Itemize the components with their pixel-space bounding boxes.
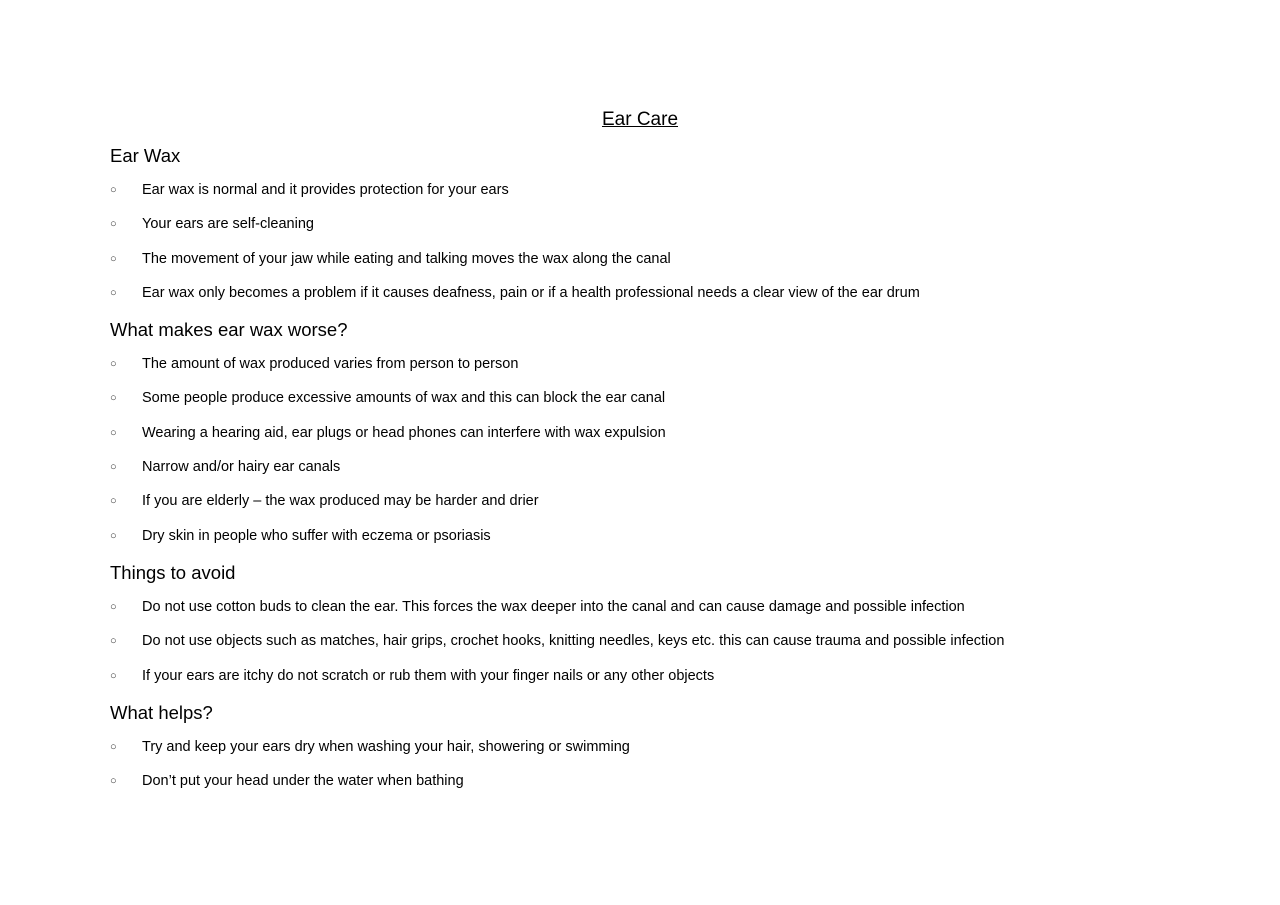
circle-bullet-icon: ○: [110, 461, 117, 474]
circle-bullet-icon: ○: [110, 426, 117, 439]
circle-bullet-icon: ○: [110, 286, 117, 299]
list-item-text: Don’t put your head under the water when bathing: [142, 773, 464, 790]
list-item-text: If you are elderly – the wax produced may be harder and drier: [142, 493, 539, 510]
circle-bullet-icon: ○: [110, 495, 117, 508]
list-item-text: Do not use cotton buds to clean the ear. This forces the wax deeper into the canal and can cause damage and possible infection: [142, 598, 965, 615]
bullet-list: [110, 347, 1170, 553]
list-item: [110, 207, 1170, 241]
section-heading: What makes ear wax worse?: [110, 319, 348, 341]
list-item-text: The movement of your jaw while eating and talking moves the wax along the canal: [142, 250, 671, 267]
section-heading: Ear Wax: [110, 145, 181, 166]
list-item: [110, 416, 1170, 450]
section: [110, 556, 1170, 693]
circle-bullet-icon: ○: [110, 358, 117, 371]
list-item-text: Wearing a hearing aid, ear plugs or head phones can interfere with wax expulsion: [142, 424, 666, 441]
list-item-text: Dry skin in people who suffer with eczema or psoriasis: [142, 527, 491, 544]
circle-bullet-icon: ○: [110, 635, 117, 648]
document-page: [110, 103, 1170, 798]
section-heading: What helps?: [110, 701, 213, 723]
circle-bullet-icon: ○: [110, 740, 117, 753]
section: [110, 139, 1170, 310]
section: [110, 313, 1170, 553]
list-item: [110, 519, 1170, 553]
circle-bullet-icon: ○: [110, 600, 117, 613]
list-item: [110, 381, 1170, 415]
list-item: [110, 484, 1170, 518]
circle-bullet-icon: ○: [110, 392, 117, 405]
circle-bullet-icon: ○: [110, 252, 117, 265]
list-item-text: Your ears are self-cleaning: [142, 216, 314, 233]
list-item: [110, 276, 1170, 310]
list-item: [110, 590, 1170, 624]
list-item-text: Try and keep your ears dry when washing your hair, showering or swimming: [142, 738, 630, 755]
list-item-text: Ear wax is normal and it provides protection for your ears: [142, 182, 509, 198]
list-item: [110, 764, 1170, 798]
section-heading: Things to avoid: [110, 561, 236, 583]
circle-bullet-icon: ○: [110, 529, 117, 542]
section: [110, 696, 1170, 799]
list-item-text: If your ears are itchy do not scratch or rub them with your finger nails or any other objects: [142, 667, 715, 684]
list-item: [110, 450, 1170, 484]
list-item-text: Ear wax only becomes a problem if it causes deafness, pain or if a health professional needs a clear view of the ear drum: [142, 284, 920, 301]
list-item: [110, 242, 1170, 276]
list-item-text: The amount of wax produced varies from person to person: [142, 356, 519, 373]
list-item-text: Some people produce excessive amounts of wax and this can block the ear canal: [142, 390, 666, 407]
circle-bullet-icon: ○: [110, 775, 117, 788]
list-item: [110, 347, 1170, 381]
circle-bullet-icon: ○: [110, 669, 117, 682]
bullet-list: [110, 730, 1170, 799]
circle-bullet-icon: ○: [110, 218, 117, 231]
list-item-text: Narrow and/or hairy ear canals: [142, 459, 341, 476]
list-item: [110, 659, 1170, 693]
list-item: [110, 624, 1170, 658]
sections: [110, 139, 1170, 798]
page-title: Ear Care: [601, 109, 679, 130]
circle-bullet-icon: ○: [110, 184, 117, 196]
bullet-list: [110, 590, 1170, 693]
list-item-text: Do not use objects such as matches, hair grips, crochet hooks, knitting needles, keys etc. this can cause trauma and possible infection: [142, 633, 1005, 650]
list-item: [110, 730, 1170, 764]
bullet-list: [110, 173, 1170, 310]
list-item: [110, 173, 1170, 207]
